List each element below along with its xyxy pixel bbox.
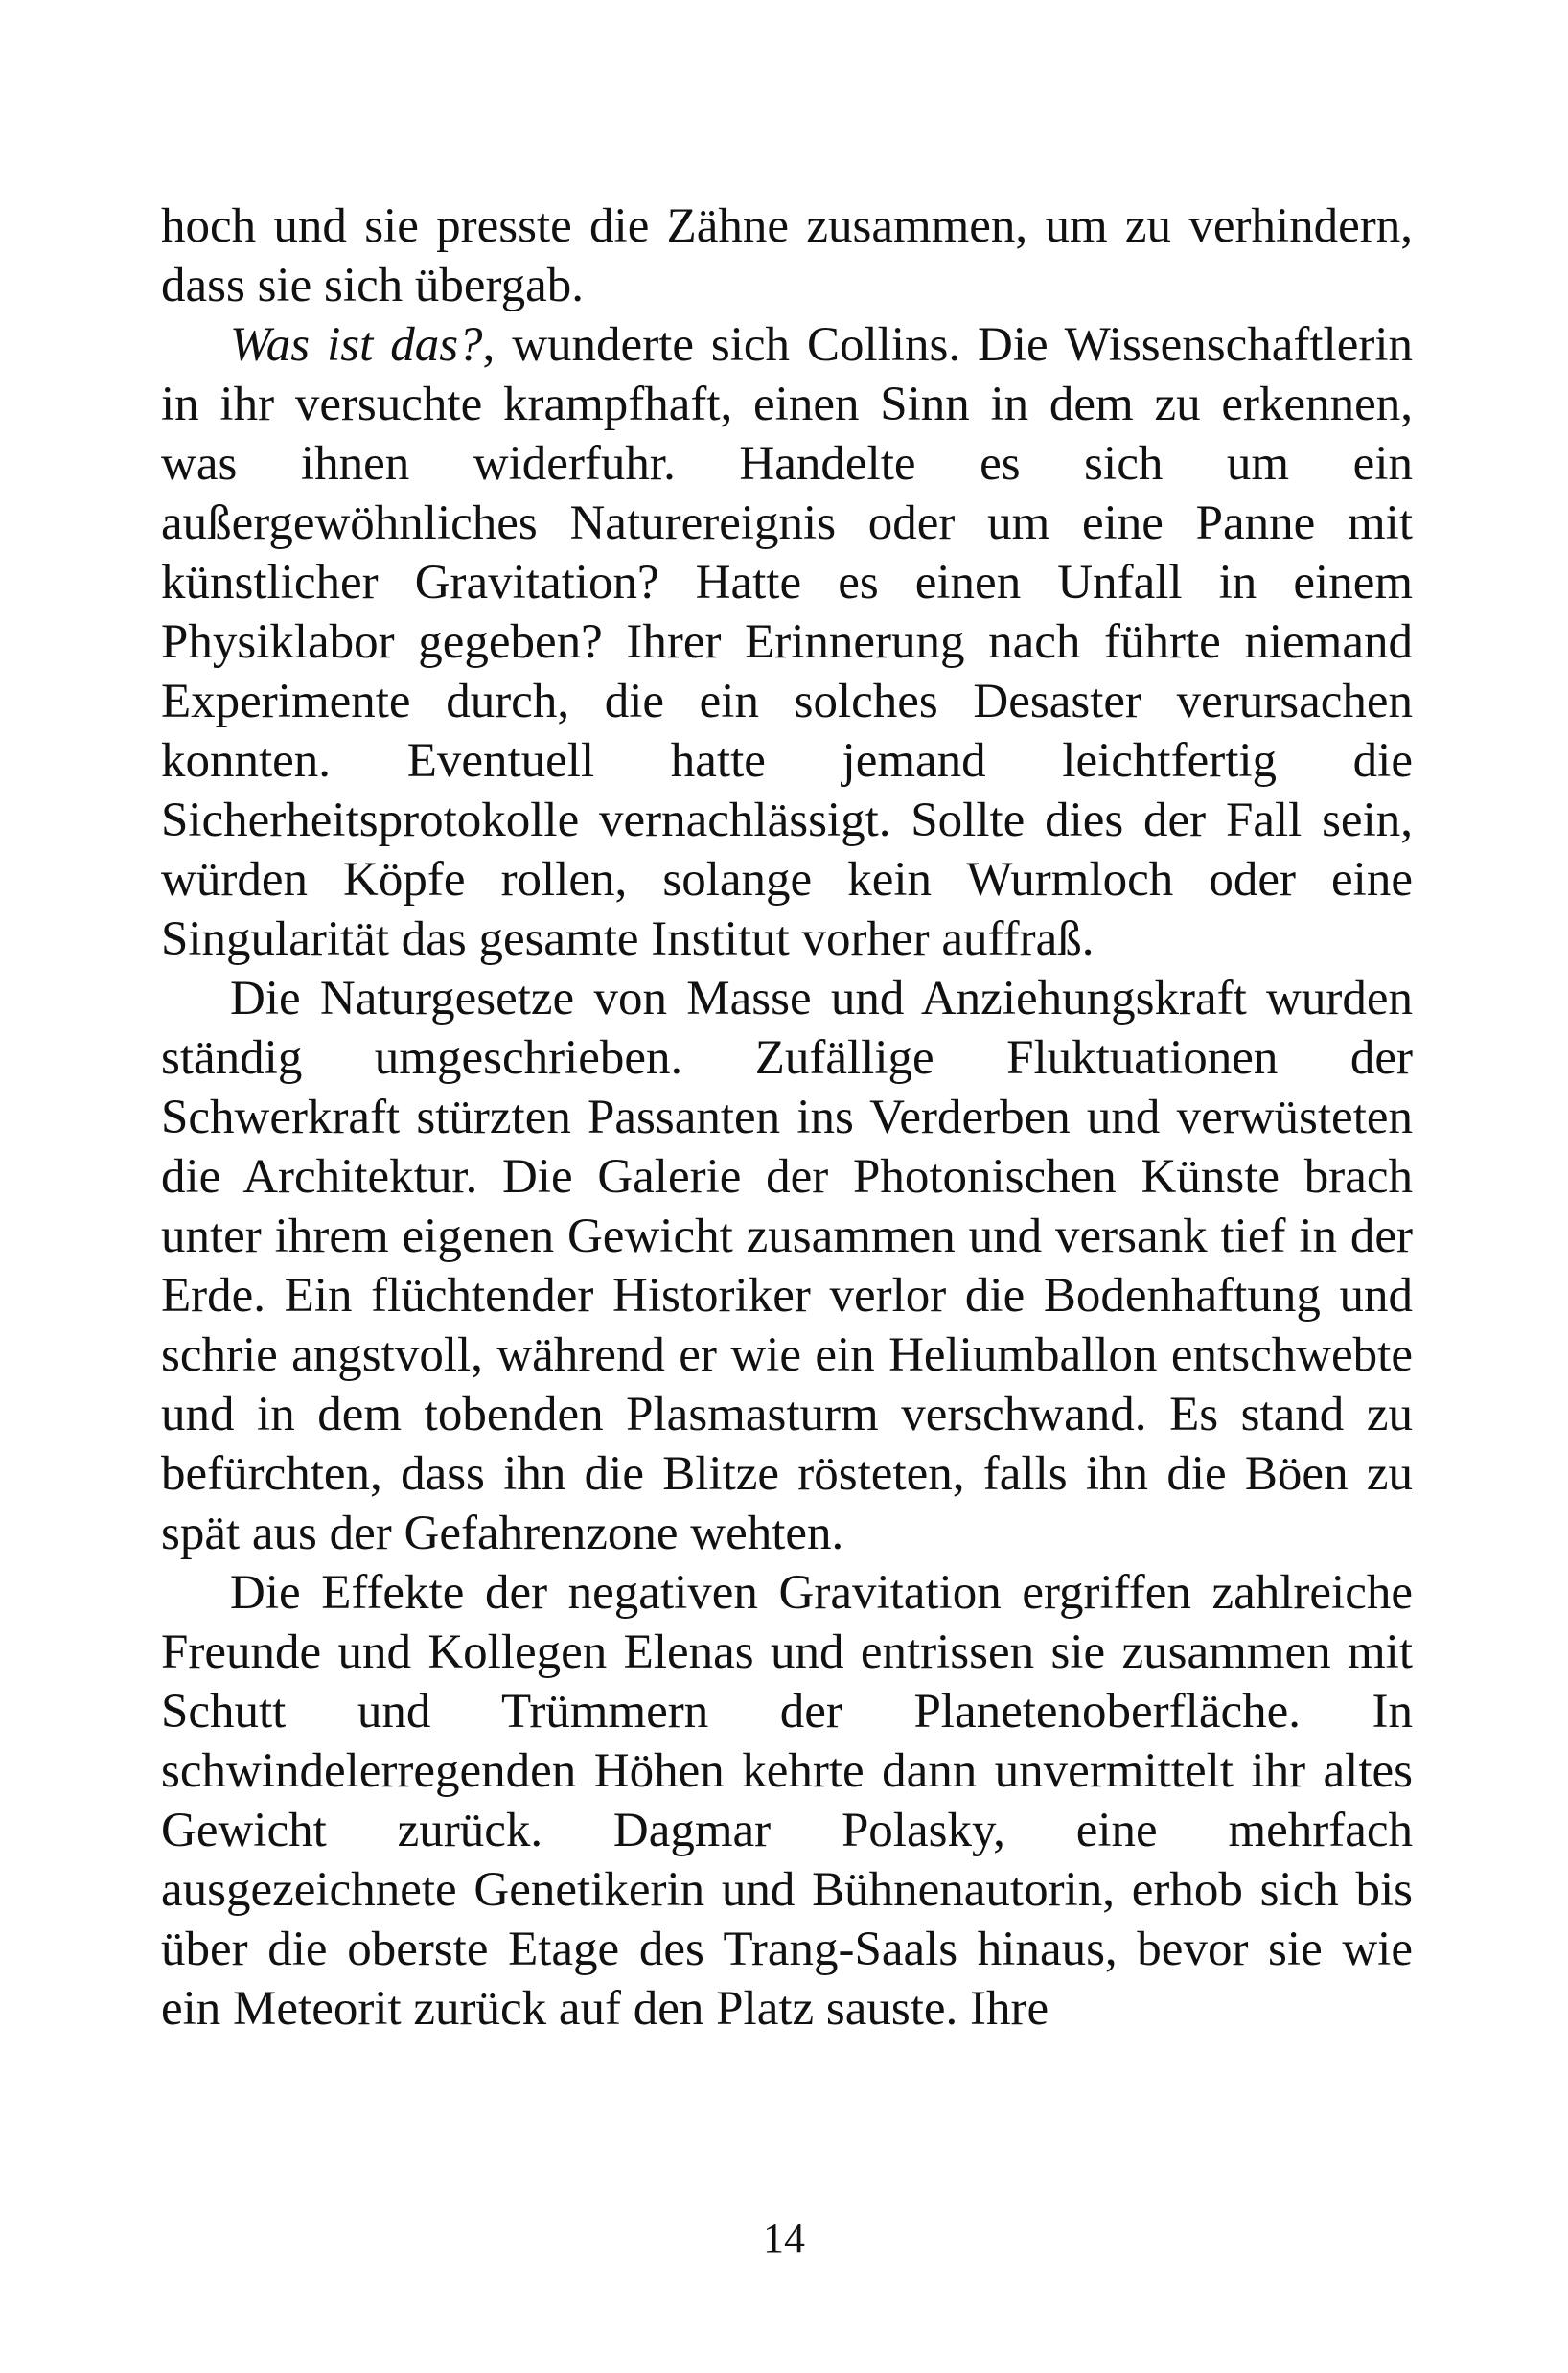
paragraph-1 bbox=[161, 196, 1413, 315]
paragraph-2-italic-lead: Was ist das? bbox=[230, 318, 483, 372]
paragraph-3-text: Die Naturgesetze von Masse und Anziehungskraft wurden ständig umgeschrieben. Zufällige Fluktuationen der Schwerkraft stürzten Passanten ins Verderben und verwüsteten die Architektur. Die Galerie der Photonischen Künste brach unter ihrem eigenen Gewicht zusammen und versank tief in der Erde. Ein flüchtender Historiker verlor die Bodenhaftung und schrie angstvoll, während er wie ein Heliumballon entschwebte und in dem tobenden Plasmasturm verschwand. Es stand zu befürchten, dass ihn die Blitze rösteten, falls ihn die Böen zu spät aus der Gefahrenzone wehten. bbox=[161, 972, 1413, 1560]
paragraph-4 bbox=[161, 1563, 1413, 2039]
paragraph-2 bbox=[161, 315, 1413, 969]
body-text bbox=[161, 196, 1413, 2039]
paragraph-1-text: hoch und sie presste die Zähne zusammen, um zu verhindern, dass sie sich übergab. bbox=[161, 199, 1413, 312]
page-number: 14 bbox=[763, 2215, 805, 2262]
paragraph-4-text: Die Effekte der negativen Gravitation ergriffen zahlreiche Freunde und Kollegen Elenas und entrissen sie zusammen mit Schutt und Trümmern der Planetenoberfläche. In schwindelerregenden Höhen kehrte dann unvermittelt ihr altes Gewicht zurück. Dagmar Polasky, eine mehrfach ausgezeichnete Genetikerin und Bühnenautorin, erhob sich bis über die oberste Etage des Trang-Saals hinaus, bevor sie wie ein Meteorit zurück auf den Platz sauste. Ihre bbox=[161, 1566, 1413, 2036]
paragraph-3 bbox=[161, 969, 1413, 1563]
paragraph-2-text: , wunderte sich Collins. Die Wissenschaftlerin in ihr versuchte krampfhaft, einen Sinn in dem zu erkennen, was ihnen widerfuhr. Handelte es sich um ein außergewöhnliches Naturereignis oder um eine Panne mit künstlicher Gravitation? Hatte es einen Unfall in einem Physiklabor gegeben? Ihrer Erinnerung nach führte niemand Experimente durch, die ein solches Desaster verursachen konnten. Eventuell hatte jemand leichtfertig die Sicherheitsprotokolle vernachlässigt. Sollte dies der Fall sein, würden Köpfe rollen, solange kein Wurmloch oder eine Singularität das gesamte Institut vorher auffraß. bbox=[161, 318, 1413, 966]
